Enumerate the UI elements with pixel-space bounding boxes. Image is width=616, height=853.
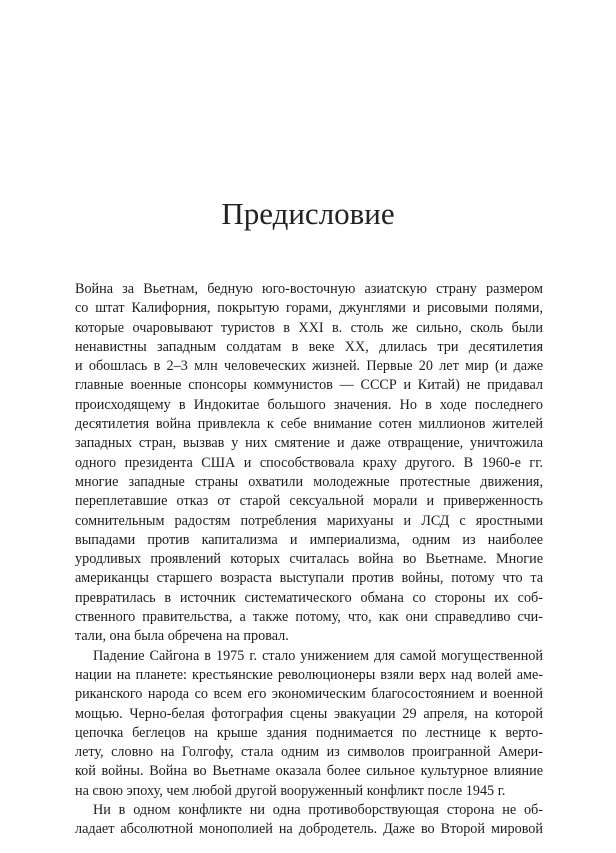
text-line: на свою эпоху, чем любой другой вооруженный конфликт после 1945 г. (75, 782, 506, 799)
text-line: выпадами против капитализма и империализма, одним из наиболее (75, 531, 543, 548)
text-line: ненавистны западным солдатам в веке XX, длилась три десятилетия (75, 338, 543, 355)
text-line: ладает абсолютной монополией на добродетель. Даже во Второй мировой (75, 821, 543, 838)
text-line: превратилась в источник систематического обмана со стороны их соб- (75, 589, 543, 606)
text-line: американцы старшего возраста выступали против войны, потому что та (75, 570, 543, 587)
text-line: лету, словно на Голгофу, стала одним из символов проигранной Амери- (75, 744, 543, 761)
text-line: которые очаровывают туристов в XXI в. столь же сильно, сколь были (75, 319, 543, 336)
text-line: кой войны. Война во Вьетнаме оказала более сильное культурное влияние (75, 763, 543, 780)
text-line: Ни в одном конфликте ни одна противоборствующая сторона не об- (93, 802, 543, 819)
text-line: ственного правительства, а также потому, что, как они справедливо счи- (75, 609, 543, 626)
text-line: многие западные страны охватили молодежные протестные движения, (75, 473, 543, 490)
text-line: сомнительным радостям потребления марихуаны и ЛСД с яростными (75, 512, 543, 529)
text-line: главные военные спонсоры коммунистов — СССР и Китай) не придавал (75, 377, 543, 394)
text-line: переплетавшие отказ от старой сексуальной морали и приверженность (75, 493, 543, 510)
text-line: десятилетия война привлекла к себе внимание сотен миллионов жителей (75, 416, 543, 433)
text-line: уродливых проявлений которых считалась война во Вьетнаме. Многие (75, 551, 543, 568)
text-line: и обошлась в 2–3 млн человеческих жизней. Первые 20 лет мир (и даже (75, 358, 543, 375)
text-line: нации на планете: крестьянские революционеры взяли верх над волей аме- (75, 666, 543, 683)
text-line: тали, она была обречена на провал. (75, 628, 289, 645)
paragraph (75, 280, 543, 647)
body-text (75, 280, 543, 840)
page-title: Предисловие (221, 196, 395, 231)
paragraph (75, 801, 543, 840)
text-line: мощью. Черно-белая фотография сцены эвакуации 29 апреля, на которой (75, 705, 543, 722)
text-line: Падение Сайгона в 1975 г. стало унижением для самой могущественной (93, 647, 543, 664)
text-line: одного президента США и способствовала краху другого. В 1960-е гг. (75, 454, 543, 471)
text-line: происходящему в Индокитае большого значения. Но в ходе последнего (75, 396, 543, 413)
paragraph (75, 647, 543, 801)
text-line: риканского народа со всем его экономическим благосостоянием и военной (75, 686, 543, 703)
text-line: западных стран, вызвав у них смятение и даже отвращение, уничтожила (75, 435, 543, 452)
text-line: Война за Вьетнам, бедную юго-восточную азиатскую страну размером (75, 281, 543, 297)
text-line: со штат Калифорния, покрытую горами, джунглями и рисовыми полями, (75, 300, 543, 317)
text-line: цепочка беглецов на крыше здания поднимается по лестнице к верто- (75, 724, 543, 741)
